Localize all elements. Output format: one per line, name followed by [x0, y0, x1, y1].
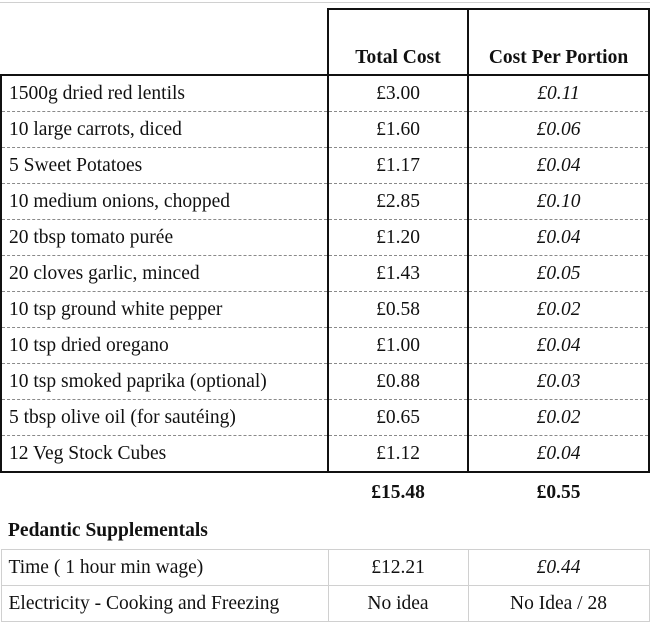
- ingredient-cost-per-portion: £0.04: [468, 328, 649, 364]
- ingredient-cost-per-portion: £0.04: [468, 436, 649, 473]
- grand-total-cost: £15.48: [371, 482, 425, 503]
- table-row: [1, 184, 649, 220]
- supplemental-total-cost: £12.21: [328, 550, 468, 586]
- ingredient-cost-per-portion: £0.06: [468, 112, 649, 148]
- ingredient-total-cost: £1.12: [328, 436, 468, 473]
- ingredient-total-cost: £0.65: [328, 400, 468, 436]
- header-cost-per-portion: Cost Per Portion: [468, 9, 649, 75]
- ingredient-total-cost: £1.60: [328, 112, 468, 148]
- ingredient-name: 10 tsp ground white pepper: [1, 292, 328, 328]
- ingredient-name: 12 Veg Stock Cubes: [1, 436, 328, 473]
- supplementals-heading-row: [1, 513, 649, 550]
- ingredient-name: 20 tbsp tomato purée: [1, 220, 328, 256]
- table-row: [1, 220, 649, 256]
- table-row: [1, 256, 649, 292]
- ingredient-cost-per-portion: £0.10: [468, 184, 649, 220]
- table-row: [1, 292, 649, 328]
- recipe-cost-table: [0, 8, 650, 622]
- ingredient-total-cost: £3.00: [328, 75, 468, 112]
- supplemental-cost-per-portion: No Idea / 28: [468, 586, 649, 622]
- supplemental-row: [1, 550, 649, 586]
- ingredient-total-cost: £1.20: [328, 220, 468, 256]
- ingredient-cost-per-portion: £0.04: [468, 148, 649, 184]
- supplemental-cost-per-portion: £0.44: [468, 550, 649, 586]
- table-row: [1, 75, 649, 112]
- ingredient-name: 10 tsp dried oregano: [1, 328, 328, 364]
- ingredient-cost-per-portion: £0.02: [468, 400, 649, 436]
- ingredient-name: 10 medium onions, chopped: [1, 184, 328, 220]
- ingredient-cost-per-portion: £0.04: [468, 220, 649, 256]
- supplemental-name: Time ( 1 hour min wage): [1, 550, 328, 586]
- totals-row: [1, 472, 649, 513]
- ingredient-total-cost: £0.58: [328, 292, 468, 328]
- ingredient-name: 5 tbsp olive oil (for sautéing): [1, 400, 328, 436]
- ingredient-cost-per-portion: £0.11: [468, 75, 649, 112]
- ingredient-name: 1500g dried red lentils: [1, 75, 328, 112]
- table-row: [1, 112, 649, 148]
- supplemental-row: [1, 586, 649, 622]
- supplementals-title: Pedantic Supplementals: [8, 520, 208, 541]
- table-row: [1, 328, 649, 364]
- ingredient-cost-per-portion: £0.02: [468, 292, 649, 328]
- header-row: [1, 9, 649, 75]
- supplemental-total-cost: No idea: [328, 586, 468, 622]
- ingredient-total-cost: £1.17: [328, 148, 468, 184]
- ingredient-name: 20 cloves garlic, minced: [1, 256, 328, 292]
- ingredient-name: 10 large carrots, diced: [1, 112, 328, 148]
- header-blank-cell: [1, 9, 328, 75]
- table-row: [1, 400, 649, 436]
- ingredient-total-cost: £2.85: [328, 184, 468, 220]
- ingredient-cost-per-portion: £0.05: [468, 256, 649, 292]
- ingredient-cost-per-portion: £0.03: [468, 364, 649, 400]
- ingredient-total-cost: £1.43: [328, 256, 468, 292]
- table-row: [1, 436, 649, 473]
- table-row: [1, 364, 649, 400]
- ingredient-name: 5 Sweet Potatoes: [1, 148, 328, 184]
- header-total-cost: Total Cost: [328, 9, 468, 75]
- table-row: [1, 148, 649, 184]
- ingredient-total-cost: £1.00: [328, 328, 468, 364]
- ingredient-total-cost: £0.88: [328, 364, 468, 400]
- top-divider-line: [0, 2, 650, 3]
- ingredient-name: 10 tsp smoked paprika (optional): [1, 364, 328, 400]
- supplemental-name: Electricity - Cooking and Freezing: [1, 586, 328, 622]
- grand-total-per-portion: £0.55: [536, 482, 581, 503]
- totals-blank-cell: [1, 472, 328, 513]
